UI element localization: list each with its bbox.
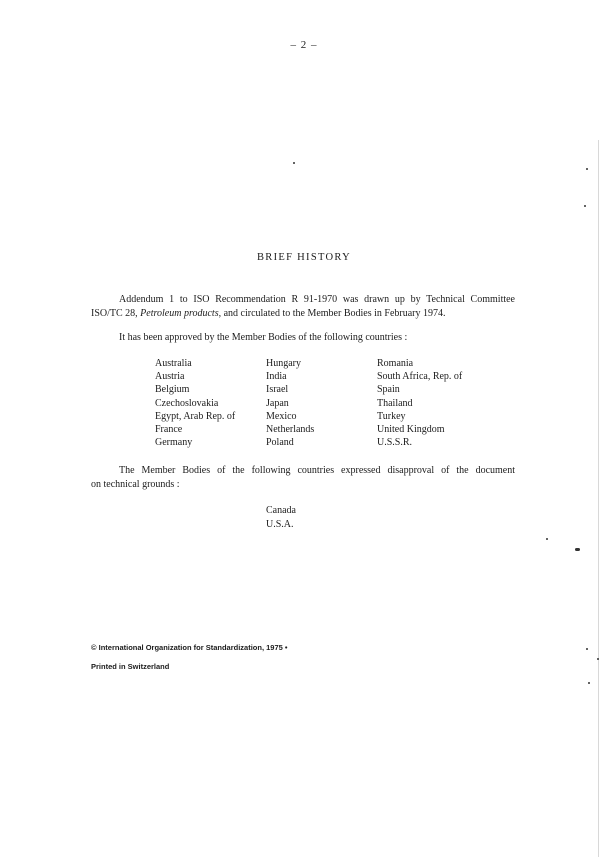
country-item: South Africa, Rep. of bbox=[377, 371, 463, 383]
disapproving-countries bbox=[266, 504, 296, 531]
scan-speck bbox=[546, 538, 548, 540]
country-item: Israel bbox=[266, 384, 289, 396]
country-item: U.S.A. bbox=[266, 518, 294, 530]
country-item: Thailand bbox=[377, 397, 413, 409]
country-item: Japan bbox=[266, 397, 289, 409]
history-paragraph bbox=[91, 293, 515, 321]
country-item: Austria bbox=[155, 371, 185, 383]
approval-paragraph bbox=[91, 331, 515, 345]
disapproval-paragraph bbox=[91, 464, 515, 492]
history-committee: ISO/TC 28, bbox=[91, 308, 138, 319]
country-item: Hungary bbox=[266, 358, 301, 369]
printed-in: Printed in Switzerland bbox=[91, 662, 170, 671]
country-item: Canada bbox=[266, 505, 296, 516]
history-line-1: Addendum 1 to ISO Recommendation R 91-1970 was drawn up by Technical Committee bbox=[119, 294, 515, 305]
country-item: Romania bbox=[377, 358, 414, 369]
disapproval-line-2: on technical grounds : bbox=[91, 479, 180, 490]
page-number: – 2 – bbox=[290, 39, 318, 51]
country-item: India bbox=[266, 371, 287, 383]
history-committee-title: Petroleum products, bbox=[140, 308, 222, 319]
approving-countries-column-1 bbox=[155, 357, 235, 449]
scan-speck bbox=[575, 548, 580, 551]
approval-text: It has been approved by the Member Bodies of the following countries : bbox=[119, 332, 408, 343]
scan-edge-line bbox=[598, 140, 599, 857]
approving-countries-column-2 bbox=[266, 357, 314, 449]
disapproval-line-1: The Member Bodies of the following countries expressed disapproval of the document bbox=[119, 465, 515, 476]
country-item: France bbox=[155, 424, 183, 436]
country-item: Turkey bbox=[377, 410, 406, 422]
country-item: Egypt, Arab Rep. of bbox=[155, 410, 236, 422]
page-title: BRIEF HISTORY bbox=[256, 252, 351, 263]
history-line-2 bbox=[91, 307, 515, 321]
country-item: United Kingdom bbox=[377, 424, 445, 436]
country-item: Poland bbox=[266, 437, 294, 449]
scan-speck bbox=[586, 168, 588, 170]
scan-speck bbox=[293, 162, 295, 164]
country-item: Mexico bbox=[266, 410, 297, 422]
copyright-notice: © International Organization for Standardization, 1975 • bbox=[91, 643, 288, 652]
country-item: Czechoslovakia bbox=[155, 397, 219, 409]
country-item: Netherlands bbox=[266, 424, 315, 436]
country-item: Germany bbox=[155, 437, 193, 449]
history-circulation: and circulated to the Member Bodies in February 1974. bbox=[223, 308, 446, 319]
scan-speck bbox=[584, 205, 586, 207]
country-item: U.S.S.R. bbox=[377, 437, 413, 449]
scan-speck bbox=[597, 658, 599, 660]
scan-speck bbox=[586, 648, 588, 650]
country-item: Spain bbox=[377, 384, 400, 396]
scan-speck bbox=[588, 682, 590, 684]
country-item: Australia bbox=[155, 358, 192, 369]
approving-countries-column-3 bbox=[377, 357, 462, 449]
country-item: Belgium bbox=[155, 384, 190, 396]
